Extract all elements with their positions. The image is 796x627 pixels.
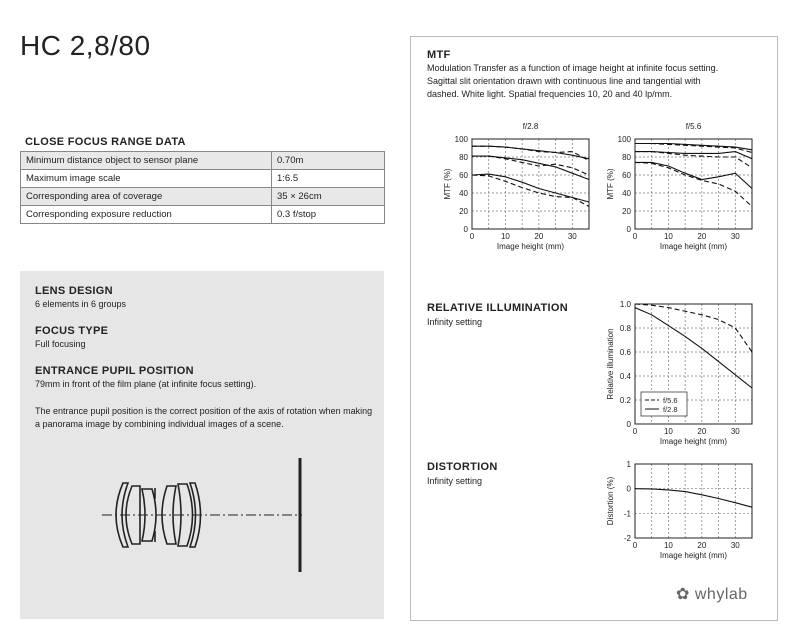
distortion-heading: DISTORTION (427, 461, 498, 473)
y-tick-label: 60 (622, 171, 631, 180)
x-tick-label: 30 (730, 541, 740, 550)
series-line (635, 162, 752, 206)
close-focus-heading: CLOSE FOCUS RANGE DATA (25, 136, 186, 148)
y-tick-label: -2 (623, 534, 631, 543)
y-tick-label: 100 (617, 135, 631, 144)
row-value: 35 × 26cm (272, 188, 385, 206)
chart-title: f/2.8 (522, 122, 539, 131)
series-line (635, 144, 752, 150)
watermark-icon: ✿ (676, 586, 695, 603)
y-tick-label: 80 (459, 153, 468, 162)
x-tick-label: 20 (697, 427, 707, 436)
entrance-pupil-text: 79mm in front of the film plane (at infinite focus setting). (35, 379, 257, 389)
y-axis-label: Relative illumination (606, 328, 615, 400)
x-tick-label: 10 (663, 427, 673, 436)
y-tick-label: 80 (622, 153, 631, 162)
lens-diagram (20, 271, 384, 619)
x-tick-label: 30 (730, 427, 740, 436)
x-tick-label: 20 (534, 232, 544, 241)
plot-frame (635, 464, 752, 538)
y-tick-label: 100 (454, 135, 468, 144)
y-tick-label: 20 (622, 207, 631, 216)
x-tick-label: 30 (730, 232, 740, 241)
y-axis-label: MTF (%) (606, 168, 615, 200)
table-row (21, 170, 385, 188)
x-tick-label: 30 (567, 232, 577, 241)
x-tick-label: 20 (697, 541, 707, 550)
x-tick-label: 0 (632, 427, 638, 436)
y-tick-label: 0 (626, 484, 631, 494)
entrance-pupil-heading: ENTRANCE PUPIL POSITION (35, 365, 194, 377)
plot-frame (472, 139, 589, 229)
series-line (472, 156, 589, 175)
y-tick-label: 0.8 (619, 324, 631, 333)
relative-illumination-text: Infinity setting (427, 317, 483, 327)
y-tick-label: 1 (626, 460, 631, 469)
x-tick-label: 10 (663, 541, 673, 550)
x-axis-label: Image height (mm) (496, 242, 565, 251)
y-tick-label: 0 (626, 420, 631, 429)
y-tick-label: -1 (623, 509, 631, 519)
legend-label: f/5.6 (663, 396, 678, 405)
y-tick-label: 0 (626, 225, 631, 234)
row-value: 0.70m (272, 152, 385, 170)
y-tick-label: 1.0 (619, 300, 631, 309)
lens-design-heading: LENS DESIGN (35, 285, 113, 297)
series-line (472, 174, 589, 202)
y-axis-label: MTF (%) (443, 168, 452, 200)
table-row (21, 188, 385, 206)
y-axis-label: Distortion (%) (606, 476, 615, 526)
mtf-description-line-2: Sagittal slit orientation drawn with continuous line and tangential with (427, 76, 701, 86)
watermark (676, 584, 748, 604)
charts-svg (411, 37, 777, 620)
series-line (472, 175, 589, 207)
y-tick-label: 40 (622, 189, 631, 198)
y-tick-label: 20 (459, 207, 468, 216)
mtf-heading: MTF (427, 49, 451, 61)
mtf-description-line-3: dashed. White light. Spatial frequencies 10, 20 and 40 lp/mm. (427, 89, 673, 99)
y-tick-label: 0.2 (619, 396, 631, 405)
focus-type-text: Full focusing (35, 339, 86, 349)
lens-info-box (20, 271, 384, 619)
entrance-pupil-note: The entrance pupil position is the correct position of the axis of rotation when making a panorama image by combining individual images of a scene. (35, 406, 373, 429)
legend-label: f/2.8 (663, 405, 678, 414)
x-axis-label: Image height (mm) (659, 437, 728, 446)
x-tick-label: 10 (500, 232, 510, 241)
lens-design-text: 6 elements in 6 groups (35, 299, 127, 309)
x-tick-label: 0 (632, 541, 638, 550)
page-title: HC 2,8/80 (20, 30, 151, 61)
x-tick-label: 10 (663, 232, 673, 241)
chart-title: f/5.6 (685, 122, 702, 131)
y-tick-label: 0.6 (619, 348, 631, 357)
close-focus-table (20, 151, 385, 224)
charts-panel (410, 36, 778, 621)
focus-type-heading: FOCUS TYPE (35, 325, 109, 337)
series-line (635, 152, 752, 168)
mtf-description-line-1: Modulation Transfer as a function of image height at infinite focus setting. (427, 63, 719, 73)
x-tick-label: 0 (632, 232, 638, 241)
distortion-text: Infinity setting (427, 476, 483, 486)
series-line (472, 146, 589, 160)
x-axis-label: Image height (mm) (659, 551, 728, 560)
series-line (635, 489, 752, 508)
y-tick-label: 0 (463, 225, 468, 234)
series-line (635, 162, 752, 188)
x-tick-label: 20 (697, 232, 707, 241)
row-value: 0.3 f/stop (272, 206, 385, 224)
x-axis-label: Image height (mm) (659, 242, 728, 251)
watermark-text: whylab (694, 586, 748, 603)
table-row (21, 206, 385, 224)
plot-frame (635, 139, 752, 229)
row-label: Corresponding area of coverage (21, 188, 272, 206)
row-label: Minimum distance object to sensor plane (21, 152, 272, 170)
table-row (21, 152, 385, 170)
row-label: Maximum image scale (21, 170, 272, 188)
relative-illumination-heading: RELATIVE ILLUMINATION (427, 302, 568, 314)
row-value: 1:6.5 (272, 170, 385, 188)
y-tick-label: 40 (459, 189, 468, 198)
y-tick-label: 60 (459, 171, 468, 180)
x-tick-label: 0 (469, 232, 475, 241)
y-tick-label: 0.4 (619, 372, 631, 381)
row-label: Corresponding exposure reduction (21, 206, 272, 224)
